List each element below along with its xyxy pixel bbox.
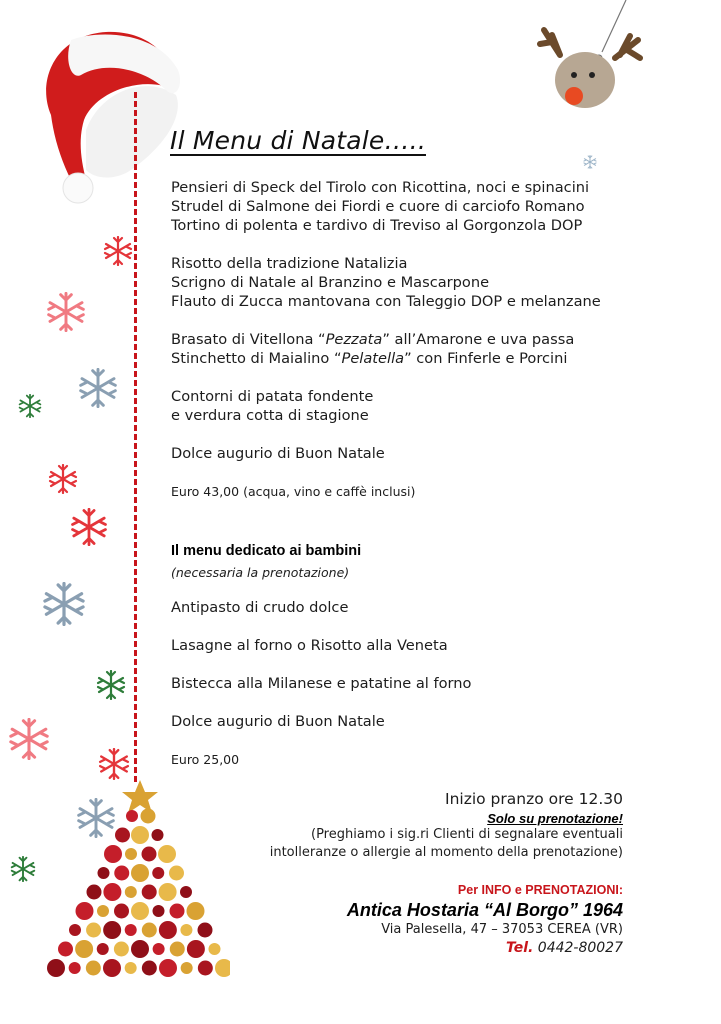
snowflake-icon <box>46 292 86 332</box>
christmas-tree-icon <box>40 776 230 988</box>
ornament-ball <box>153 905 165 917</box>
menu-line: Contorni di patata fondente <box>171 388 374 405</box>
ornament-ball <box>104 845 122 863</box>
ornament-ball <box>169 866 184 881</box>
ornament-ball <box>159 921 177 939</box>
ornament-ball <box>87 885 102 900</box>
ornament-ball <box>180 924 192 936</box>
ornament-ball <box>125 962 137 974</box>
snowflake-icon <box>103 236 133 266</box>
booking-only-note: Solo su prenotazione! <box>487 811 623 826</box>
ornament-ball <box>103 921 121 939</box>
dashed-ribbon <box>134 92 137 782</box>
santa-hat-icon <box>26 20 186 205</box>
ornament-ball <box>47 959 65 977</box>
ornament-ball <box>159 883 177 901</box>
menu-line-secondo <box>171 331 574 348</box>
allergy-note-line: (Preghiamo i sig.ri Clienti di segnalare eventuali <box>311 827 623 842</box>
restaurant-address: Via Palesella, 47 – 37053 CEREA (VR) <box>381 922 623 937</box>
ornament-ball <box>158 845 176 863</box>
reindeer-ornament-icon <box>530 0 650 125</box>
menu-line: Risotto della tradizione Natalizia <box>171 255 408 272</box>
ornament-ball <box>76 902 94 920</box>
contact-heading: Per INFO e PRENOTAZIONI: <box>457 883 623 897</box>
ornament-ball <box>152 829 164 841</box>
kids-menu-price: Euro 25,00 <box>171 752 240 767</box>
kids-menu-note: (necessaria la prenotazione) <box>171 565 350 580</box>
kids-menu-line: Lasagne al forno o Risotto alla Veneta <box>171 637 448 654</box>
ornament-ball <box>159 959 177 977</box>
ornament-ball <box>58 942 73 957</box>
ornament-ball <box>97 943 109 955</box>
kids-menu-heading: Il menu dedicato ai bambini <box>171 543 362 559</box>
lunch-start-time: Inizio pranzo ore 12.30 <box>445 790 623 808</box>
star-icon <box>122 780 158 813</box>
ornament-ball <box>170 904 185 919</box>
phone-label: Tel. <box>505 940 534 956</box>
page-title: Il Menu di Natale….. <box>170 126 426 155</box>
kids-menu-line: Dolce augurio di Buon Natale <box>171 713 385 730</box>
menu-price: Euro 43,00 (acqua, vino e caffè inclusi) <box>171 484 416 499</box>
dish-text: Stinchetto di Maialino “ <box>171 350 342 367</box>
snowflake-icon <box>48 464 78 494</box>
ornament-ball <box>75 940 93 958</box>
phone-number: 0442-80027 <box>537 940 623 956</box>
menu-line: Strudel di Salmone dei Fiordi e cuore di carciofo Romano <box>171 198 585 215</box>
ornament-ball <box>153 943 165 955</box>
ornament-ball <box>114 866 129 881</box>
snowflake-icon <box>583 155 597 169</box>
menu-line: Dolce augurio di Buon Natale <box>171 445 385 462</box>
ornament-ball <box>126 810 138 822</box>
ornament-ball <box>131 940 149 958</box>
restaurant-name: Antica Hostaria “Al Borgo” 1964 <box>346 900 623 920</box>
ornament-ball <box>115 828 130 843</box>
ornament-ball <box>98 867 110 879</box>
ornament-ball <box>187 902 205 920</box>
ornament-ball <box>103 883 121 901</box>
dish-name: Pezzata <box>325 331 383 348</box>
allergy-note-line: intolleranze o allergie al momento della prenotazione) <box>269 845 623 860</box>
ornament-ball <box>131 902 149 920</box>
snowflake-icon <box>78 368 118 408</box>
ornament-ball <box>141 809 156 824</box>
ornament-ball <box>131 864 149 882</box>
snowflake-icon <box>8 718 50 760</box>
ornament-ball <box>86 923 101 938</box>
dish-name: Pelatella <box>341 350 405 367</box>
ornament-ball <box>152 867 164 879</box>
kids-menu-line: Antipasto di crudo dolce <box>171 599 349 616</box>
ornament-ball <box>114 942 129 957</box>
dish-text: ” all’Amarone e uva passa <box>382 331 575 348</box>
ornament-ball <box>142 961 157 976</box>
ornament-ball <box>181 962 193 974</box>
ornament-ball <box>142 885 157 900</box>
ornament-ball <box>69 962 81 974</box>
menu-line: Flauto di Zucca mantovana con Taleggio DOP e melanzane <box>171 293 601 310</box>
ornament-ball <box>198 961 213 976</box>
ornament-ball <box>170 942 185 957</box>
snowflake-icon <box>10 856 36 882</box>
menu-line-secondo <box>171 350 567 367</box>
ornament-ball <box>142 923 157 938</box>
ornament-ball <box>187 940 205 958</box>
menu-line: Tortino di polenta e tardivo di Treviso al Gorgonzola DOP <box>171 217 583 234</box>
ornament-ball <box>125 848 137 860</box>
ornament-ball <box>209 943 221 955</box>
snowflake-icon <box>70 508 108 546</box>
ornament-ball <box>198 923 213 938</box>
menu-line: Pensieri di Speck del Tirolo con Ricottina, noci e spinacini <box>171 179 590 196</box>
menu-line: e verdura cotta di stagione <box>171 407 369 424</box>
ornament-ball <box>180 886 192 898</box>
ornament-ball <box>125 924 137 936</box>
ornament-ball <box>215 959 230 977</box>
ornament-ball <box>131 826 149 844</box>
ornament-ball <box>114 904 129 919</box>
ornament-ball <box>97 905 109 917</box>
menu-line: Scrigno di Natale al Branzino e Mascarpone <box>171 274 490 291</box>
kids-menu-line: Bistecca alla Milanese e patatine al forno <box>171 675 472 692</box>
ornament-ball <box>86 961 101 976</box>
snowflake-icon <box>96 670 126 700</box>
snowflake-icon <box>18 394 42 418</box>
ornament-ball <box>103 959 121 977</box>
ornament-ball <box>125 886 137 898</box>
dish-text: Brasato di Vitellona “ <box>171 331 326 348</box>
ornament-ball <box>69 924 81 936</box>
snowflake-icon <box>42 582 86 626</box>
phone-line <box>506 940 623 956</box>
ornament-ball <box>142 847 157 862</box>
dish-text: ” con Finferle e Porcini <box>404 350 568 367</box>
